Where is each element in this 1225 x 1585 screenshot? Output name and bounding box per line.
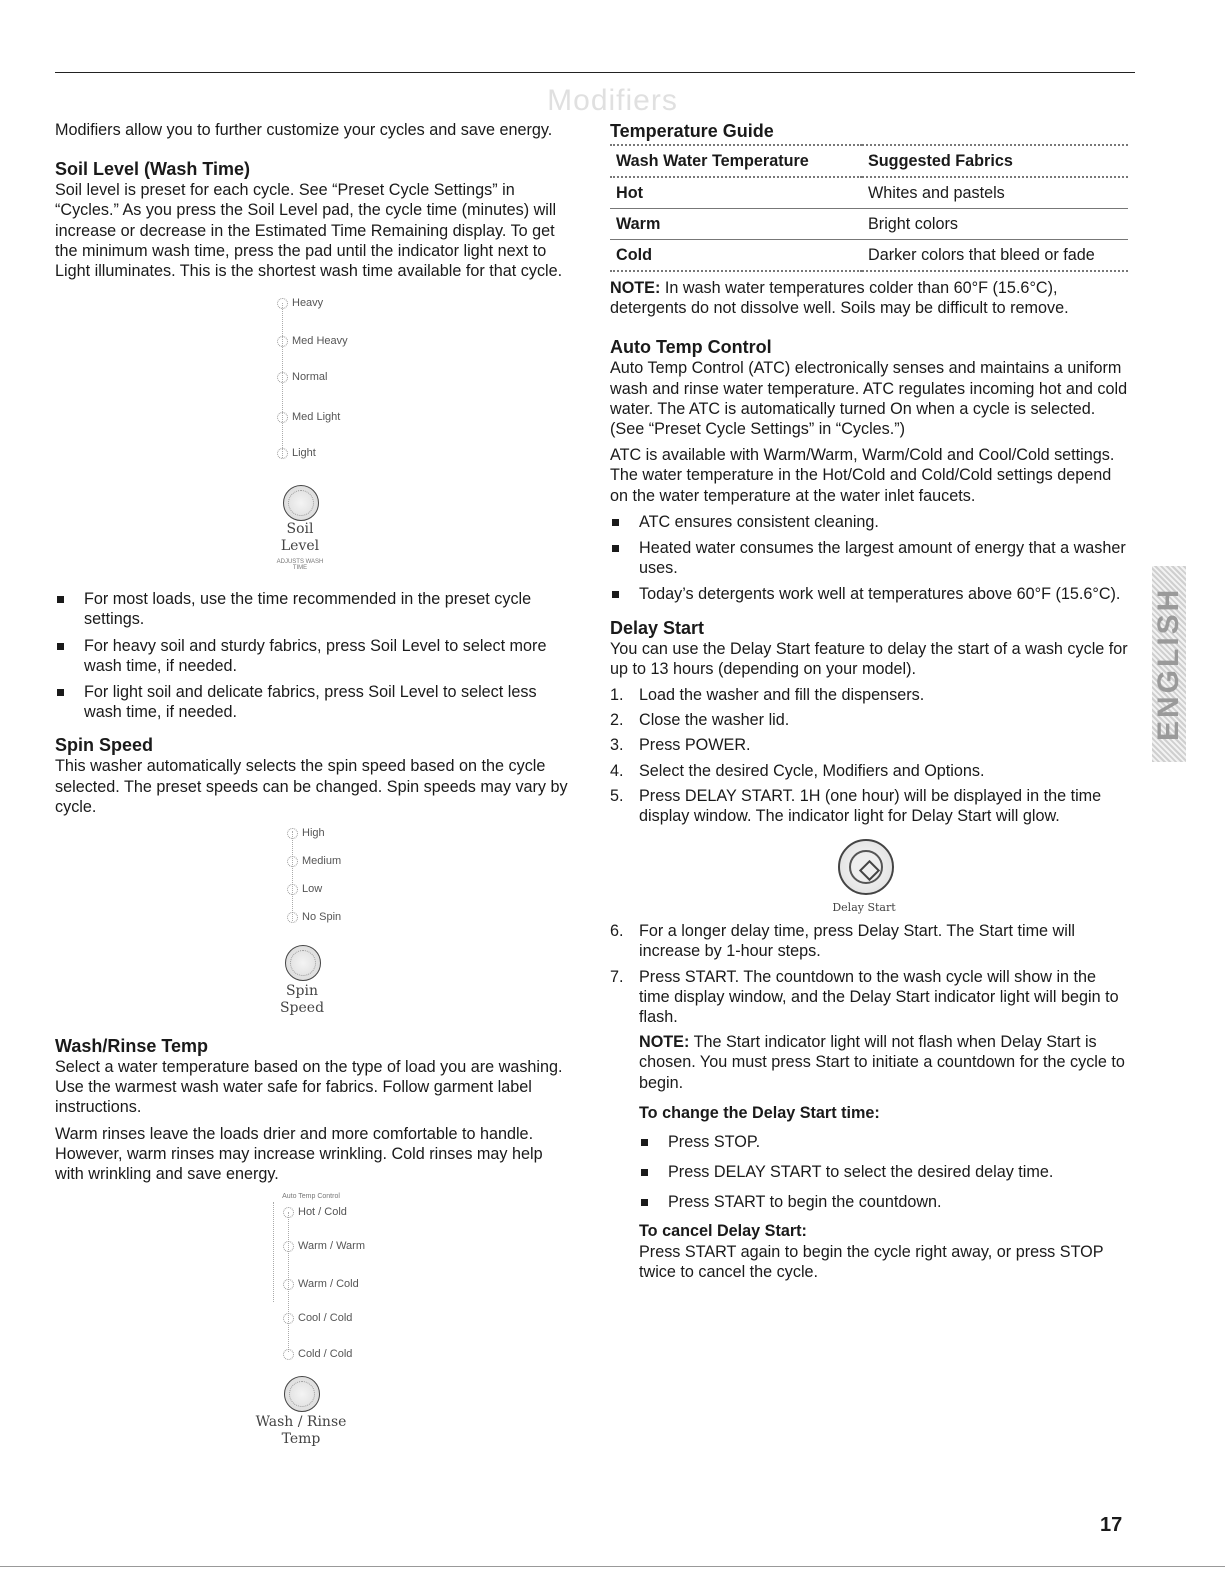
spin-speed-knob-icon [285, 945, 321, 981]
list-item: ATC ensures consistent cleaning. [610, 512, 1130, 532]
table-cell: Warm [610, 209, 862, 240]
rinse-option-warm-cold: Warm / Cold [283, 1278, 359, 1290]
indicator-light-icon [287, 856, 298, 867]
table-row [610, 177, 1128, 209]
indicator-light-icon [283, 1207, 294, 1218]
list-item: For light soil and delicate fabrics, press Soil Level to select less wash time, if needed. [55, 682, 575, 722]
indicator-light-icon [277, 336, 288, 347]
list-item: 2. Close the washer lid. [610, 711, 790, 730]
soil-option-normal: Normal [277, 371, 327, 383]
change-delay-bullets [639, 1132, 1130, 1213]
spin-speed-body: This washer automatically selects the spin speed based on the cycle selected. The preset speeds can be changed. Spin speeds may vary by cycle. [55, 757, 568, 816]
spin-option-high: High [287, 827, 325, 839]
indicator-light-icon [283, 1241, 294, 1252]
list-item: For heavy soil and sturdy fabrics, press Soil Level to select more wash time, if needed. [55, 636, 575, 676]
auto-temp-heading: Auto Temp Control [610, 337, 772, 358]
soil-level-knob-label: Soil Level [280, 521, 320, 555]
wash-rinse-knob-icon [284, 1376, 320, 1412]
soil-level-heading: Soil Level (Wash Time) [55, 159, 251, 180]
table-cell: Cold [610, 240, 862, 272]
cancel-delay-heading: To cancel Delay Start: [639, 1221, 807, 1240]
wash-rinse-diagram [55, 1184, 575, 1484]
list-item: 6. For a longer delay time, press Delay Start. The Start time will increase by 1-hour steps. [610, 922, 1076, 961]
intro-text: Modifiers allow you to further customize your cycles and save energy. [55, 121, 553, 139]
indicator-light-icon [287, 912, 298, 923]
temperature-guide-heading: Temperature Guide [610, 121, 774, 141]
list-item: Press STOP. [639, 1132, 1130, 1152]
indicator-light-icon [283, 1313, 294, 1324]
delay-start-steps-a [610, 685, 1130, 826]
temperature-guide-table [610, 144, 1128, 272]
spin-option-medium: Medium [287, 855, 341, 867]
indicator-light-icon [283, 1349, 294, 1360]
soil-level-knob-icon [283, 485, 319, 521]
indicator-line [292, 831, 293, 921]
delay-start-heading: Delay Start [610, 617, 705, 638]
rinse-option-warm-warm: Warm / Warm [283, 1240, 365, 1252]
soil-option-med-light: Med Light [277, 411, 340, 423]
list-item: Press DELAY START to select the desired delay time. [639, 1162, 1130, 1182]
delay-start-button-icon [838, 839, 894, 895]
table-cell: Hot [610, 177, 862, 209]
top-rule [55, 72, 1135, 73]
delay-start-diagram [610, 831, 1130, 921]
right-column [610, 120, 1130, 1282]
list-item: Press START to begin the countdown. [639, 1192, 1130, 1212]
wash-rinse-heading: Wash/Rinse Temp [55, 1036, 209, 1057]
soil-option-heavy: Heavy [277, 297, 323, 309]
page-number: 17 [1100, 1514, 1123, 1536]
wash-rinse-body-1: Select a water temperature based on the type of load you are washing. Use the warmest wash water safe for fabrics. Follow garment label instructions. [55, 1058, 563, 1117]
rinse-option-cool-cold: Cool / Cold [283, 1312, 352, 1324]
table-cell: Bright colors [862, 209, 1128, 240]
list-item: Heated water consumes the largest amount of energy that a washer uses. [610, 538, 1130, 578]
rinse-option-hot-cold: Hot / Cold [283, 1206, 347, 1218]
auto-temp-bullets [610, 512, 1130, 605]
list-item: Today’s detergents work well at temperatures above 60°F (15.6°C). [610, 584, 1130, 604]
spin-speed-heading: Spin Speed [55, 735, 154, 756]
list-item: 7. Press START. The countdown to the wash cycle will show in the time display window, and the Delay Start indicator light will begin to flash. [610, 967, 1119, 1027]
soil-level-body: Soil level is preset for each cycle. See “Preset Cycle Settings” in “Cycles.” As you press the Soil Level pad, the cycle time (minutes) will increase or decrease in the Estimated Time Remaining display. To get the minimum wash time, press the pad until the indicator light next to Light illuminates. This is the shortest wash time available for that cycle. [55, 181, 563, 281]
auto-temp-bracket-label: Auto Temp Control [282, 1193, 340, 1201]
indicator-light-icon [277, 448, 288, 459]
auto-temp-body-2: ATC is available with Warm/Warm, Warm/Cold and Cool/Cold settings. The water temperature in the Hot/Cold and Cold/Cold settings depend on the water temperature at the water inlet faucets. [610, 446, 1115, 505]
soil-option-med-heavy: Med Heavy [277, 335, 348, 347]
soil-level-sublabel: ADJUSTS WASH TIME [276, 559, 324, 572]
change-delay-heading: To change the Delay Start time: [639, 1103, 880, 1122]
wash-rinse-body-2: Warm rinses leave the loads drier and more comfortable to handle. However, warm rinses may increase wrinkling. Cold rinses may help with wrinkling and save energy. [55, 1124, 543, 1184]
delay-start-details [610, 1032, 1130, 1282]
list-item: 4. Select the desired Cycle, Modifiers and Options. [610, 761, 985, 780]
indicator-light-icon [277, 372, 288, 383]
delay-start-body: You can use the Delay Start feature to delay the start of a wash cycle for up to 13 hours (depending on your model). [610, 639, 1128, 678]
table-cell: Whites and pastels [862, 177, 1128, 209]
spin-option-no-spin: No Spin [287, 911, 341, 923]
auto-temp-body-1: Auto Temp Control (ATC) electronically senses and maintains a uniform wash and rinse water temperature. ATC regulates incoming hot and cold water. The ATC is automatically turned On when a cycle is selected. (See “Preset Cycle Settings” in “Cycles.”) [610, 359, 1128, 439]
delay-start-icon-label: Delay Start [832, 901, 896, 915]
soil-level-bullets [55, 589, 575, 722]
delay-start-steps-b [610, 921, 1130, 1027]
bracket-line [273, 1202, 274, 1302]
table-header-row [610, 145, 1128, 177]
indicator-light-icon [283, 1279, 294, 1290]
delay-start-note: NOTE: The Start indicator light will not flash when Delay Start is chosen. You must press Start to initiate a countdown for the cycle to begin. [639, 1033, 1125, 1092]
column-header: Suggested Fabrics [862, 145, 1128, 177]
spin-speed-diagram [55, 817, 575, 1035]
indicator-light-icon [287, 884, 298, 895]
wash-rinse-knob-label: Wash / Rinse Temp [255, 1414, 347, 1448]
indicator-light-icon [287, 828, 298, 839]
rinse-option-cold-cold: Cold / Cold [283, 1348, 352, 1360]
column-header: Wash Water Temperature [610, 145, 862, 177]
page-title: Modifiers [547, 84, 678, 117]
left-column [55, 120, 575, 1484]
soil-option-light: Light [277, 447, 316, 459]
bottom-rule [0, 1566, 1225, 1567]
indicator-light-icon [277, 412, 288, 423]
table-cell: Darker colors that bleed or fade [862, 240, 1128, 272]
table-row [610, 209, 1128, 240]
spin-option-low: Low [287, 883, 322, 895]
spin-speed-knob-label: Spin Speed [279, 983, 325, 1017]
list-item: For most loads, use the time recommended in the preset cycle settings. [55, 589, 575, 629]
cancel-delay-body: Press START again to begin the cycle right away, or press STOP twice to cancel the cycle. [639, 1242, 1104, 1281]
list-item: 5. Press DELAY START. 1H (one hour) will be displayed in the time display window. The indicator light for Delay Start will glow. [610, 786, 1102, 826]
table-row [610, 240, 1128, 272]
indicator-light-icon [277, 298, 288, 309]
language-side-tab: ENGLISH [1152, 566, 1186, 762]
soil-level-diagram [55, 281, 575, 589]
list-item: 1. Load the washer and fill the dispensers. [610, 686, 925, 705]
list-item: 3. Press POWER. [610, 736, 751, 755]
temperature-note: NOTE: In wash water temperatures colder than 60°F (15.6°C), detergents do not dissolve well. Soils may be difficult to remove. [610, 279, 1069, 318]
